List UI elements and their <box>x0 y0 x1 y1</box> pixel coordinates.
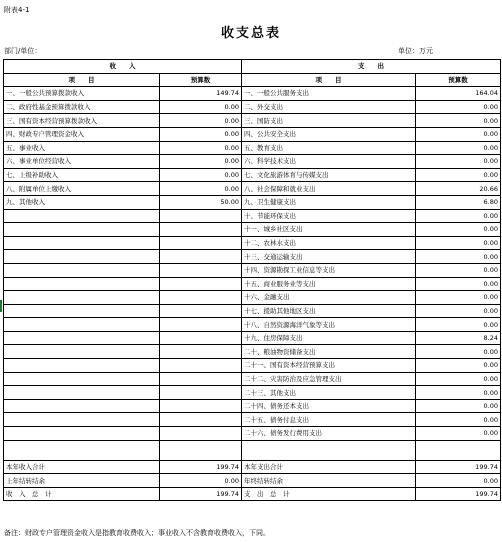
expense-item-cell: 十一、城乡社区支出 <box>242 223 416 237</box>
expense-item-cell: 九、卫生健康支出 <box>242 195 416 209</box>
expense-year-value: 199.74 <box>416 460 501 474</box>
expense-item-cell: 十八、自然资源海洋气象等支出 <box>242 318 416 332</box>
expense-item-cell: 八、社会保障和就业支出 <box>242 182 416 196</box>
table-row <box>4 386 501 400</box>
income-value-cell <box>160 223 242 237</box>
income-value-cell: 0.00 <box>160 155 242 169</box>
table-row <box>4 182 501 196</box>
income-value-cell <box>160 399 242 413</box>
income-value-cell: 0.00 <box>160 127 242 141</box>
expense-item-cell: 二十二、灾害防治及应急管理支出 <box>242 372 416 386</box>
cell-cursor-marker <box>0 300 2 312</box>
income-header: 收 入 <box>4 60 242 74</box>
blank-cell <box>416 440 501 460</box>
department-label: 部门/单位： <box>4 47 42 55</box>
expense-value-cell: 0.00 <box>416 223 501 237</box>
table-row <box>4 318 501 332</box>
expense-item-cell: 二、外交支出 <box>242 100 416 114</box>
income-value-cell <box>160 304 242 318</box>
income-value-cell <box>160 372 242 386</box>
expense-item-cell: 二十、粮油物资储备支出 <box>242 345 416 359</box>
expense-year-label: 本年支出合计 <box>242 460 416 474</box>
income-item-cell: 九、其他收入 <box>4 195 160 209</box>
expense-value-cell: 0.00 <box>416 155 501 169</box>
expense-value-cell: 0.00 <box>416 168 501 182</box>
income-item-cell <box>4 318 160 332</box>
income-item-cell <box>4 277 160 291</box>
expense-item-cell: 十九、住房保障支出 <box>242 331 416 345</box>
expense-value-cell: 0.00 <box>416 277 501 291</box>
table-row <box>4 359 501 373</box>
table-row <box>4 114 501 128</box>
year-end-value: 0.00 <box>416 474 501 488</box>
expense-total-label: 支 出 总 计 <box>242 487 416 501</box>
table-row <box>4 427 501 441</box>
expense-value-cell: 0.00 <box>416 304 501 318</box>
income-value-cell <box>160 386 242 400</box>
expense-total-value: 199.74 <box>416 487 501 501</box>
expense-item-cell: 五、教育支出 <box>242 141 416 155</box>
income-value-cell: 0.00 <box>160 100 242 114</box>
table-row <box>4 127 501 141</box>
income-item-cell <box>4 359 160 373</box>
expense-value-cell: 0.00 <box>416 100 501 114</box>
table-row <box>4 236 501 250</box>
income-item-cell <box>4 209 160 223</box>
table-row <box>4 277 501 291</box>
blank-cell <box>160 440 242 460</box>
table-row <box>4 87 501 101</box>
income-value-cell <box>160 209 242 223</box>
income-item-cell: 五、事业收入 <box>4 141 160 155</box>
expense-value-cell: 0.00 <box>416 127 501 141</box>
income-year-label: 本年收入合计 <box>4 460 160 474</box>
expense-item-cell: 六、科学技术支出 <box>242 155 416 169</box>
unit-label: 单位：万元 <box>398 47 433 55</box>
table-row <box>4 291 501 305</box>
income-item-header: 项 目 <box>4 73 160 87</box>
expense-value-cell: 0.00 <box>416 372 501 386</box>
expense-item-cell: 十五、商业服务业等支出 <box>242 277 416 291</box>
table-row <box>4 141 501 155</box>
footnote: 备注：财政专户管理资金收入是指教育收费收入；事业收入不含教育收费收入，下同。 <box>4 529 270 537</box>
income-item-cell: 一、一般公共预算拨款收入 <box>4 87 160 101</box>
income-value-cell <box>160 277 242 291</box>
expense-item-cell: 七、文化旅游体育与传媒支出 <box>242 168 416 182</box>
income-year-value: 199.74 <box>160 460 242 474</box>
carryover-label: 上年结转结余 <box>4 474 160 488</box>
expense-item-cell: 十二、农林水支出 <box>242 236 416 250</box>
income-item-cell <box>4 263 160 277</box>
table-row <box>4 250 501 264</box>
table-row <box>4 413 501 427</box>
table-row <box>4 372 501 386</box>
income-item-cell: 七、上级补助收入 <box>4 168 160 182</box>
income-item-cell <box>4 304 160 318</box>
expense-value-cell: 0.00 <box>416 413 501 427</box>
expense-value-cell: 0.00 <box>416 318 501 332</box>
income-item-cell <box>4 291 160 305</box>
income-value-cell: 0.00 <box>160 168 242 182</box>
page-title: 收支总表 <box>220 26 281 41</box>
expense-value-cell: 6.80 <box>416 195 501 209</box>
table-row <box>4 195 501 209</box>
table-row <box>4 304 501 318</box>
expense-item-header: 项 目 <box>242 73 416 87</box>
income-item-cell <box>4 386 160 400</box>
expense-value-cell: 0.00 <box>416 399 501 413</box>
income-item-cell: 四、财政专户管理资金收入 <box>4 127 160 141</box>
expense-item-cell: 四、公共安全支出 <box>242 127 416 141</box>
income-value-cell <box>160 345 242 359</box>
income-value-cell <box>160 359 242 373</box>
expense-item-cell: 二十一、国有资本经营预算支出 <box>242 359 416 373</box>
income-value-cell: 0.00 <box>160 182 242 196</box>
year-end-label: 年终结转结余 <box>242 474 416 488</box>
expense-item-cell: 二十三、其他支出 <box>242 386 416 400</box>
expense-item-cell: 十六、金融支出 <box>242 291 416 305</box>
income-item-cell <box>4 399 160 413</box>
expense-item-cell: 十四、资源勘探工业信息等支出 <box>242 263 416 277</box>
income-item-cell <box>4 413 160 427</box>
table-row <box>4 331 501 345</box>
expense-item-cell: 二十五、债务付息支出 <box>242 413 416 427</box>
expense-header: 支 出 <box>242 60 501 74</box>
expense-item-cell: 二十六、债务发行费用支出 <box>242 427 416 441</box>
carryover-value: 0.00 <box>160 474 242 488</box>
expense-item-cell: 二十四、债务还本支出 <box>242 399 416 413</box>
income-item-cell: 二、政府性基金预算拨款收入 <box>4 100 160 114</box>
expense-value-cell: 0.00 <box>416 209 501 223</box>
expense-item-cell: 十七、援助其他地区支出 <box>242 304 416 318</box>
income-value-cell: 149.74 <box>160 87 242 101</box>
blank-cell <box>242 440 416 460</box>
table-row <box>4 263 501 277</box>
attachment-label: 附表4-1 <box>4 6 30 14</box>
income-budget-header: 预算数 <box>160 73 242 87</box>
expense-value-cell: 0.00 <box>416 359 501 373</box>
expense-value-cell: 0.00 <box>416 427 501 441</box>
table-row <box>4 399 501 413</box>
year-total-row <box>4 460 501 474</box>
income-item-cell <box>4 250 160 264</box>
income-value-cell <box>160 236 242 250</box>
expense-value-cell: 0.00 <box>416 345 501 359</box>
income-item-cell <box>4 223 160 237</box>
grand-total-row <box>4 487 501 501</box>
blank-cell <box>4 440 160 460</box>
expense-value-cell: 20.66 <box>416 182 501 196</box>
expense-value-cell: 0.00 <box>416 236 501 250</box>
expense-item-cell: 一、一般公共服务支出 <box>242 87 416 101</box>
expense-value-cell: 0.00 <box>416 250 501 264</box>
income-item-cell <box>4 427 160 441</box>
expense-item-cell: 十三、交通运输支出 <box>242 250 416 264</box>
expense-value-cell: 0.00 <box>416 386 501 400</box>
income-total-label: 收 入 总 计 <box>4 487 160 501</box>
income-value-cell <box>160 427 242 441</box>
blank-row <box>4 440 501 460</box>
expense-value-cell: 0.00 <box>416 114 501 128</box>
expense-item-cell: 十、节能环保支出 <box>242 209 416 223</box>
table-row <box>4 168 501 182</box>
table-row <box>4 223 501 237</box>
income-item-cell <box>4 331 160 345</box>
income-value-cell: 50.00 <box>160 195 242 209</box>
income-total-value: 199.74 <box>160 487 242 501</box>
income-item-cell <box>4 236 160 250</box>
income-item-cell <box>4 372 160 386</box>
table-row <box>4 345 501 359</box>
income-value-cell <box>160 331 242 345</box>
income-item-cell <box>4 345 160 359</box>
expense-value-cell: 0.00 <box>416 263 501 277</box>
income-value-cell <box>160 263 242 277</box>
table-row <box>4 155 501 169</box>
table-row <box>4 209 501 223</box>
expense-value-cell: 0.00 <box>416 291 501 305</box>
income-value-cell: 0.00 <box>160 141 242 155</box>
expense-value-cell: 8.24 <box>416 331 501 345</box>
income-value-cell <box>160 291 242 305</box>
carryover-row <box>4 474 501 488</box>
income-value-cell <box>160 318 242 332</box>
income-value-cell: 0.00 <box>160 114 242 128</box>
income-item-cell: 六、事业单位经营收入 <box>4 155 160 169</box>
income-value-cell <box>160 413 242 427</box>
expense-budget-header: 预算数 <box>416 73 501 87</box>
income-item-cell: 三、国有资本经营预算拨款收入 <box>4 114 160 128</box>
expense-value-cell: 0.00 <box>416 141 501 155</box>
income-value-cell <box>160 250 242 264</box>
table-row <box>4 100 501 114</box>
budget-summary-table <box>3 59 501 501</box>
expense-value-cell: 164.04 <box>416 87 501 101</box>
expense-item-cell: 三、国防支出 <box>242 114 416 128</box>
income-item-cell: 八、附属单位上缴收入 <box>4 182 160 196</box>
